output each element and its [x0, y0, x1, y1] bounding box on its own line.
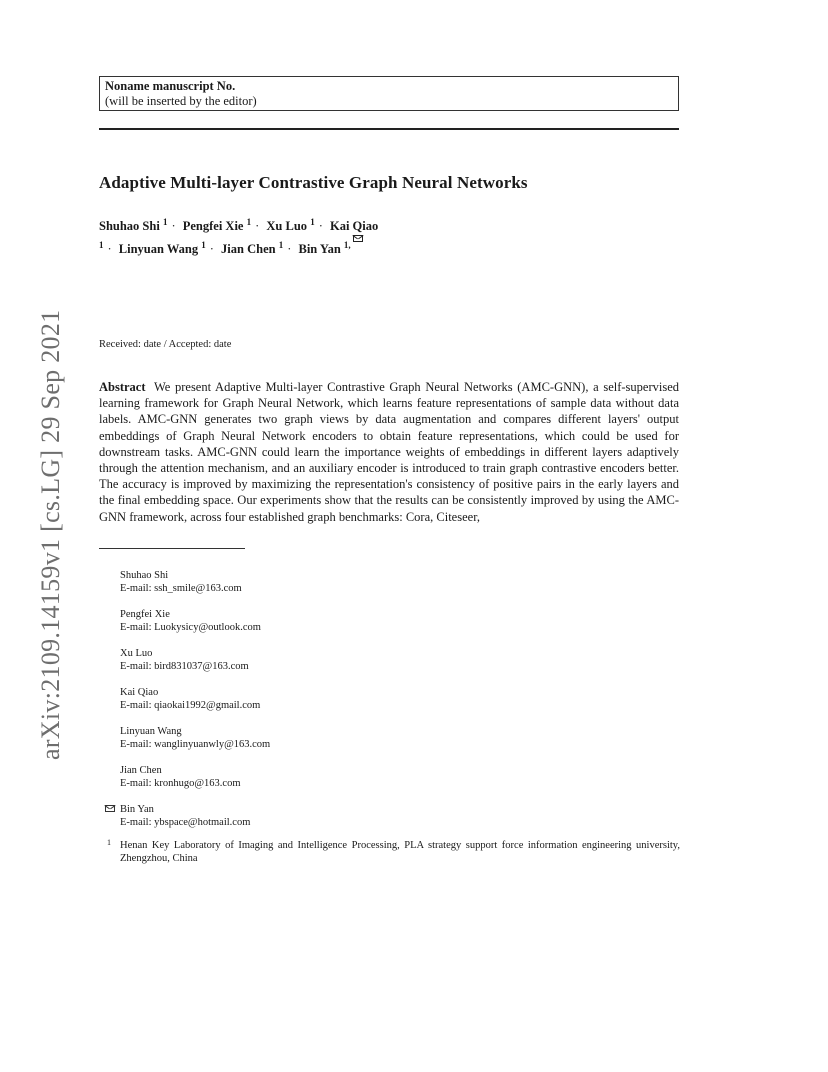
contact-entry [120, 686, 520, 712]
contact-entry [120, 725, 520, 751]
author-mark: 1 [162, 217, 168, 227]
contact-name: Bin Yan [120, 804, 154, 815]
contact-list [120, 569, 520, 842]
contact-email: E-mail: qiaokai1992@gmail.com [120, 700, 261, 711]
author-mark: 1, [344, 240, 363, 250]
contact-email: E-mail: bird831037@163.com [120, 661, 249, 672]
header-rule [99, 128, 679, 130]
author-mark: 1 [246, 217, 252, 227]
contact-email: E-mail: wanglinyuanwly@163.com [120, 739, 271, 750]
author-mark: 1 [278, 240, 284, 250]
author-mark: 1 [310, 217, 315, 227]
author-mark: 1 [99, 240, 104, 250]
author: Pengfei Xie [182, 219, 244, 233]
affiliation-footnote [107, 838, 680, 865]
author: Bin Yan [298, 242, 341, 256]
manuscript-number: Noname manuscript No. [105, 79, 236, 93]
contact-name: Linyuan Wang [120, 726, 182, 737]
paper-title: Adaptive Multi-layer Contrastive Graph Neural Networks [99, 173, 528, 192]
author: Linyuan Wang [118, 242, 199, 256]
author: Jian Chen [221, 242, 276, 256]
arxiv-side-stamp: arXiv:2109.14159v1 [cs.LG] 29 Sep 2021 [36, 309, 65, 760]
envelope-icon [105, 805, 115, 812]
contact-entry-corresponding [120, 803, 520, 829]
contact-name: Pengfei Xie [120, 609, 170, 620]
contact-email: E-mail: Luokysicy@outlook.com [120, 622, 261, 633]
contact-name: Kai Qiao [120, 687, 159, 698]
contact-name: Jian Chen [120, 765, 162, 776]
footnote-rule [99, 548, 245, 549]
affiliation-mark: 1 [107, 838, 111, 847]
author: Shuhao Shi [99, 219, 160, 233]
contact-entry [120, 647, 520, 673]
contact-name: Xu Luo [120, 648, 153, 659]
author: Xu Luo [266, 219, 308, 233]
abstract [99, 379, 679, 525]
manuscript-box [99, 76, 679, 111]
contact-entry [120, 569, 520, 595]
received-date: Received: date / Accepted: date [99, 339, 232, 350]
contact-email: E-mail: ssh_smile@163.com [120, 583, 242, 594]
abstract-text: We present Adaptive Multi-layer Contrastive Graph Neural Networks (AMC-GNN), a self-supervised learning framework for Graph Neural Network, which learns feature representations of sample data without data labels. AMC-GNN generates two graph views by data augmentation and compares different layers' output embeddings of Graph Neural Network encoders to obtain feature representations, which could be used for downstream tasks. AMC-GNN could learn the importance weights of embeddings in different layers adaptively through the attention mechanism, and an auxiliary encoder is introduced to train graph contrastive encoders better. The accuracy is improved by maximizing the representation's consistency of positive pairs in the early layers and the final embedding space. Our experiments show that the results can be consistently improved by using the AMC-GNN framework, across four established graph benchmarks: Cora, Citeseer, [99, 380, 679, 524]
contact-entry [120, 608, 520, 634]
contact-entry [120, 764, 520, 790]
affiliation-text: Henan Key Laboratory of Imaging and Intelligence Processing, PLA strategy support force information engineering university, Zhengzhou, China [120, 840, 680, 864]
contact-name: Shuhao Shi [120, 570, 169, 581]
manuscript-note: (will be inserted by the editor) [105, 94, 257, 108]
contact-email: E-mail: ybspace@hotmail.com [120, 817, 251, 828]
envelope-icon [353, 235, 363, 242]
abstract-label: Abstract [99, 380, 146, 394]
contact-email: E-mail: kronhugo@163.com [120, 778, 241, 789]
author-list: Shuhao Shi $^1$ · Pengfei Xie $^1$ · Xu Luo $^1$ · Kai Qiao $^1$ · Linyuan Wang $^1$ · Jian Chen $^1$ · Bin Yan $^{1,}$ [99, 217, 379, 256]
author-mark: 1 [201, 240, 206, 250]
author: Kai Qiao [329, 219, 379, 233]
